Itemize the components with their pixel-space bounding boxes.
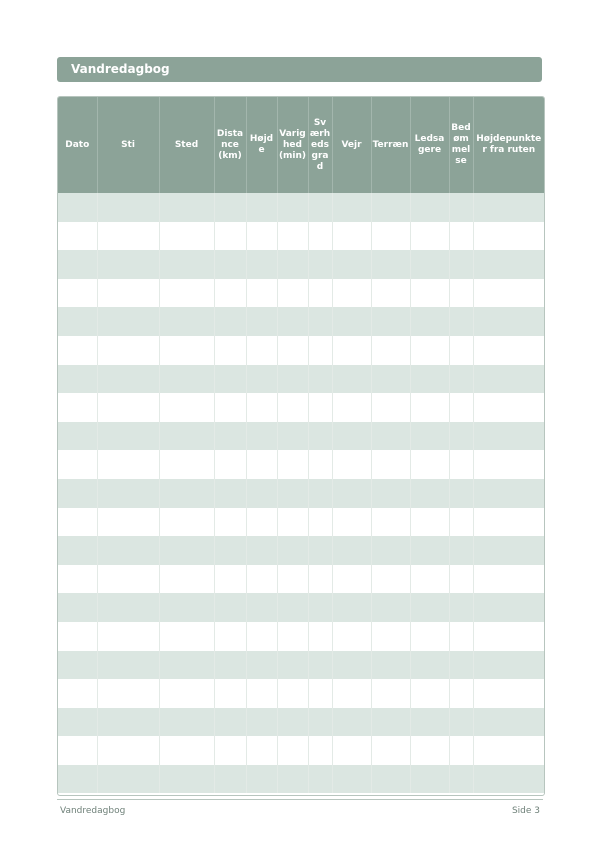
table-cell[interactable] [308,508,332,537]
table-cell[interactable] [332,336,371,365]
table-cell[interactable] [308,622,332,651]
table-cell[interactable] [473,365,544,394]
table-cell[interactable] [371,365,410,394]
table-cell[interactable] [371,736,410,765]
column-header-elevation: Højde [246,97,277,193]
table-cell[interactable] [214,336,246,365]
table-row [58,250,544,279]
table-cell[interactable] [332,250,371,279]
table-row [58,450,544,479]
table-cell[interactable] [159,708,214,737]
table-cell[interactable] [308,536,332,565]
table-cell[interactable] [159,508,214,537]
table-cell[interactable] [97,536,159,565]
table-cell[interactable] [473,565,544,594]
table-cell[interactable] [410,765,449,794]
table-cell[interactable] [410,222,449,251]
column-header-highlights: Højdepunkter fra ruten [473,97,544,193]
table-row [58,393,544,422]
table-cell[interactable] [473,679,544,708]
table-cell[interactable] [97,593,159,622]
table-cell[interactable] [214,622,246,651]
table-cell[interactable] [449,222,473,251]
table-body [58,193,544,793]
table-cell[interactable] [410,679,449,708]
table-row [58,536,544,565]
table-cell[interactable] [332,508,371,537]
table-cell[interactable] [246,565,277,594]
table-cell[interactable] [332,679,371,708]
table-cell[interactable] [214,365,246,394]
column-header-rating: Bedømmelse [449,97,473,193]
table-row [58,593,544,622]
table-cell[interactable] [159,736,214,765]
table-cell[interactable] [473,450,544,479]
table-cell[interactable] [371,593,410,622]
table-cell[interactable] [58,365,97,394]
table-cell[interactable] [277,622,308,651]
table-cell[interactable] [332,307,371,336]
table-cell[interactable] [449,708,473,737]
column-header-difficulty: Sværhedsgrad [308,97,332,193]
table-cell[interactable] [308,336,332,365]
table-cell[interactable] [214,708,246,737]
table-cell[interactable] [449,393,473,422]
table-cell[interactable] [308,479,332,508]
table-cell[interactable] [410,736,449,765]
table-cell[interactable] [449,422,473,451]
table-cell[interactable] [277,193,308,222]
table-cell[interactable] [332,479,371,508]
table-cell[interactable] [97,622,159,651]
table-row [58,479,544,508]
table-cell[interactable] [473,736,544,765]
table-cell[interactable] [97,336,159,365]
table-cell[interactable] [332,736,371,765]
table-cell[interactable] [332,565,371,594]
table-cell[interactable] [449,651,473,680]
table-cell[interactable] [97,307,159,336]
table-cell[interactable] [371,479,410,508]
table-cell[interactable] [410,651,449,680]
table-cell[interactable] [371,565,410,594]
table-cell[interactable] [449,536,473,565]
table-cell[interactable] [449,279,473,308]
table-cell[interactable] [371,708,410,737]
table-cell[interactable] [473,307,544,336]
table-cell[interactable] [159,250,214,279]
table-cell[interactable] [371,250,410,279]
table-cell[interactable] [159,365,214,394]
table-cell[interactable] [159,622,214,651]
table-cell[interactable] [246,250,277,279]
table-cell[interactable] [214,222,246,251]
table-cell[interactable] [159,651,214,680]
table-cell[interactable] [277,479,308,508]
table-cell[interactable] [332,593,371,622]
table-cell[interactable] [332,393,371,422]
table-cell[interactable] [308,450,332,479]
table-cell[interactable] [410,279,449,308]
table-cell[interactable] [97,736,159,765]
table-cell[interactable] [473,479,544,508]
table-cell[interactable] [449,679,473,708]
table-cell[interactable] [246,222,277,251]
table-cell[interactable] [473,593,544,622]
table-cell[interactable] [308,651,332,680]
table-row [58,193,544,222]
table-cell[interactable] [58,422,97,451]
table-cell[interactable] [308,193,332,222]
table-cell[interactable] [308,565,332,594]
table-cell[interactable] [58,193,97,222]
table-cell[interactable] [214,765,246,794]
table-row [58,736,544,765]
table-cell[interactable] [449,565,473,594]
table-cell[interactable] [97,651,159,680]
table-cell[interactable] [277,222,308,251]
table-cell[interactable] [371,307,410,336]
table-cell[interactable] [97,765,159,794]
table-cell[interactable] [410,193,449,222]
table-cell[interactable] [410,365,449,394]
page-number: Side 3 [511,806,540,816]
table-cell[interactable] [371,450,410,479]
table-row [58,679,544,708]
table-cell[interactable] [97,365,159,394]
column-header-weather: Vejr [332,97,371,193]
table-cell[interactable] [410,708,449,737]
table-cell[interactable] [308,250,332,279]
table-cell[interactable] [246,479,277,508]
table-cell[interactable] [277,736,308,765]
table-cell[interactable] [214,422,246,451]
table-cell[interactable] [246,593,277,622]
table-cell[interactable] [58,593,97,622]
table-cell[interactable] [449,450,473,479]
table-cell[interactable] [159,679,214,708]
table-cell[interactable] [58,565,97,594]
table-cell[interactable] [214,450,246,479]
table-row [58,365,544,394]
table-cell[interactable] [449,508,473,537]
hiking-log-table [58,97,544,793]
table-cell[interactable] [58,336,97,365]
table-cell[interactable] [449,250,473,279]
table-cell[interactable] [214,679,246,708]
column-header-companions: Ledsagere [410,97,449,193]
table-row [58,336,544,365]
table-cell[interactable] [332,450,371,479]
table-cell[interactable] [97,508,159,537]
table-cell[interactable] [410,479,449,508]
table-cell[interactable] [214,508,246,537]
table-cell[interactable] [308,222,332,251]
table-cell[interactable] [246,422,277,451]
table-cell[interactable] [214,565,246,594]
table-cell[interactable] [332,193,371,222]
table-cell[interactable] [58,679,97,708]
column-header-duration: Varighed (min) [277,97,308,193]
table-cell[interactable] [246,536,277,565]
table-cell[interactable] [214,651,246,680]
table-cell[interactable] [159,765,214,794]
table-cell[interactable] [371,393,410,422]
table-cell[interactable] [277,393,308,422]
table-cell[interactable] [58,279,97,308]
table-cell[interactable] [308,679,332,708]
table-cell[interactable] [58,536,97,565]
table-cell[interactable] [308,307,332,336]
table-cell[interactable] [308,422,332,451]
table-cell[interactable] [371,336,410,365]
table-cell[interactable] [473,651,544,680]
table-cell[interactable] [277,765,308,794]
table-cell[interactable] [449,765,473,794]
table-cell[interactable] [410,622,449,651]
table-cell[interactable] [473,393,544,422]
table-cell[interactable] [449,307,473,336]
table-row [58,565,544,594]
table-cell[interactable] [214,736,246,765]
table-cell[interactable] [308,708,332,737]
table-cell[interactable] [410,422,449,451]
table-cell[interactable] [449,336,473,365]
table-cell[interactable] [58,508,97,537]
table-cell[interactable] [371,651,410,680]
table-cell[interactable] [97,565,159,594]
table-cell[interactable] [473,250,544,279]
table-cell[interactable] [332,536,371,565]
table-cell[interactable] [58,622,97,651]
table-cell[interactable] [246,622,277,651]
table-cell[interactable] [277,365,308,394]
table-cell[interactable] [473,222,544,251]
table-row [58,307,544,336]
table-cell[interactable] [246,279,277,308]
table-cell[interactable] [473,193,544,222]
table-cell[interactable] [371,765,410,794]
table-cell[interactable] [371,422,410,451]
table-cell[interactable] [246,708,277,737]
table-cell[interactable] [58,307,97,336]
table-cell[interactable] [473,422,544,451]
table-cell[interactable] [308,593,332,622]
table-cell[interactable] [332,622,371,651]
table-cell[interactable] [410,450,449,479]
table-cell[interactable] [159,479,214,508]
table-row [58,222,544,251]
table-cell[interactable] [332,708,371,737]
table-cell[interactable] [246,508,277,537]
table-cell[interactable] [410,593,449,622]
table-cell[interactable] [214,250,246,279]
table-cell[interactable] [332,222,371,251]
table-cell[interactable] [371,279,410,308]
table-row [58,279,544,308]
table-cell[interactable] [97,708,159,737]
table-cell[interactable] [58,708,97,737]
table-cell[interactable] [97,222,159,251]
table-cell[interactable] [371,679,410,708]
table-cell[interactable] [277,450,308,479]
table-cell[interactable] [246,450,277,479]
table-cell[interactable] [214,593,246,622]
table-cell[interactable] [246,765,277,794]
table-cell[interactable] [246,651,277,680]
table-cell[interactable] [58,250,97,279]
table-cell[interactable] [246,736,277,765]
table-cell[interactable] [449,193,473,222]
table-cell[interactable] [473,765,544,794]
table-cell[interactable] [308,736,332,765]
table-cell[interactable] [214,536,246,565]
table-cell[interactable] [277,593,308,622]
table-cell[interactable] [277,422,308,451]
table-cell[interactable] [58,651,97,680]
table-cell[interactable] [277,565,308,594]
table-cell[interactable] [308,393,332,422]
table-cell[interactable] [97,193,159,222]
table-cell[interactable] [277,279,308,308]
column-header-terrain: Terræn [371,97,410,193]
table-row [58,422,544,451]
column-header-date: Dato [58,97,97,193]
table-cell[interactable] [371,536,410,565]
table-cell[interactable] [159,307,214,336]
table-cell[interactable] [97,422,159,451]
table-cell[interactable] [159,565,214,594]
table-cell[interactable] [159,536,214,565]
table-cell[interactable] [410,565,449,594]
table-cell[interactable] [58,479,97,508]
table-cell[interactable] [214,279,246,308]
table-cell[interactable] [449,622,473,651]
table-cell[interactable] [97,679,159,708]
table-cell[interactable] [371,622,410,651]
table-cell[interactable] [371,222,410,251]
table-cell[interactable] [58,222,97,251]
table-cell[interactable] [473,336,544,365]
table-cell[interactable] [97,479,159,508]
table-cell[interactable] [159,593,214,622]
table-cell[interactable] [97,279,159,308]
table-cell[interactable] [277,250,308,279]
table-cell[interactable] [277,708,308,737]
column-header-location: Sted [159,97,214,193]
table-row [58,651,544,680]
table-cell[interactable] [277,679,308,708]
table-cell[interactable] [214,479,246,508]
table-row [58,622,544,651]
table-cell[interactable] [410,250,449,279]
table-cell[interactable] [277,307,308,336]
table-cell[interactable] [159,193,214,222]
table-cell[interactable] [371,508,410,537]
table-row [58,765,544,794]
table-cell[interactable] [58,736,97,765]
table-cell[interactable] [277,336,308,365]
footer-divider [57,799,543,800]
table-cell[interactable] [410,536,449,565]
table-cell[interactable] [308,279,332,308]
header-bar [57,57,542,82]
table-cell[interactable] [159,422,214,451]
column-header-trail: Sti [97,97,159,193]
table-cell[interactable] [332,365,371,394]
table-cell[interactable] [159,450,214,479]
table-cell[interactable] [97,250,159,279]
table-cell[interactable] [246,365,277,394]
table-cell[interactable] [449,479,473,508]
table-cell[interactable] [277,508,308,537]
table-cell[interactable] [97,393,159,422]
table-cell[interactable] [449,593,473,622]
table-cell[interactable] [410,336,449,365]
table-cell[interactable] [410,508,449,537]
table-cell[interactable] [410,393,449,422]
table-cell[interactable] [332,422,371,451]
table-cell[interactable] [308,365,332,394]
table-cell[interactable] [58,393,97,422]
table-cell[interactable] [159,222,214,251]
table-cell[interactable] [214,307,246,336]
table-cell[interactable] [277,651,308,680]
footer-title: Vandredagbog [60,806,126,816]
table-row [58,508,544,537]
table-cell[interactable] [308,765,332,794]
table-cell[interactable] [449,365,473,394]
hiking-log-table-container [57,96,545,796]
table-cell[interactable] [473,622,544,651]
table-cell[interactable] [246,336,277,365]
table-cell[interactable] [214,393,246,422]
table-cell[interactable] [473,508,544,537]
table-cell[interactable] [332,765,371,794]
table-cell[interactable] [277,536,308,565]
page-title: Vandredagbog [71,62,170,76]
column-header-distance: Distance (km) [214,97,246,193]
table-cell[interactable] [58,765,97,794]
table-cell[interactable] [410,307,449,336]
table-cell[interactable] [58,450,97,479]
table-cell[interactable] [371,193,410,222]
table-cell[interactable] [473,536,544,565]
table-cell[interactable] [246,307,277,336]
header-row [58,97,544,193]
table-cell[interactable] [332,651,371,680]
table-cell[interactable] [159,279,214,308]
table-cell[interactable] [473,279,544,308]
table-cell[interactable] [159,393,214,422]
table-cell[interactable] [159,336,214,365]
table-cell[interactable] [246,193,277,222]
table-cell[interactable] [214,193,246,222]
table-cell[interactable] [449,736,473,765]
table-cell[interactable] [246,393,277,422]
table-cell[interactable] [97,450,159,479]
table-cell[interactable] [332,279,371,308]
table-cell[interactable] [473,708,544,737]
table-row [58,708,544,737]
table-cell[interactable] [246,679,277,708]
